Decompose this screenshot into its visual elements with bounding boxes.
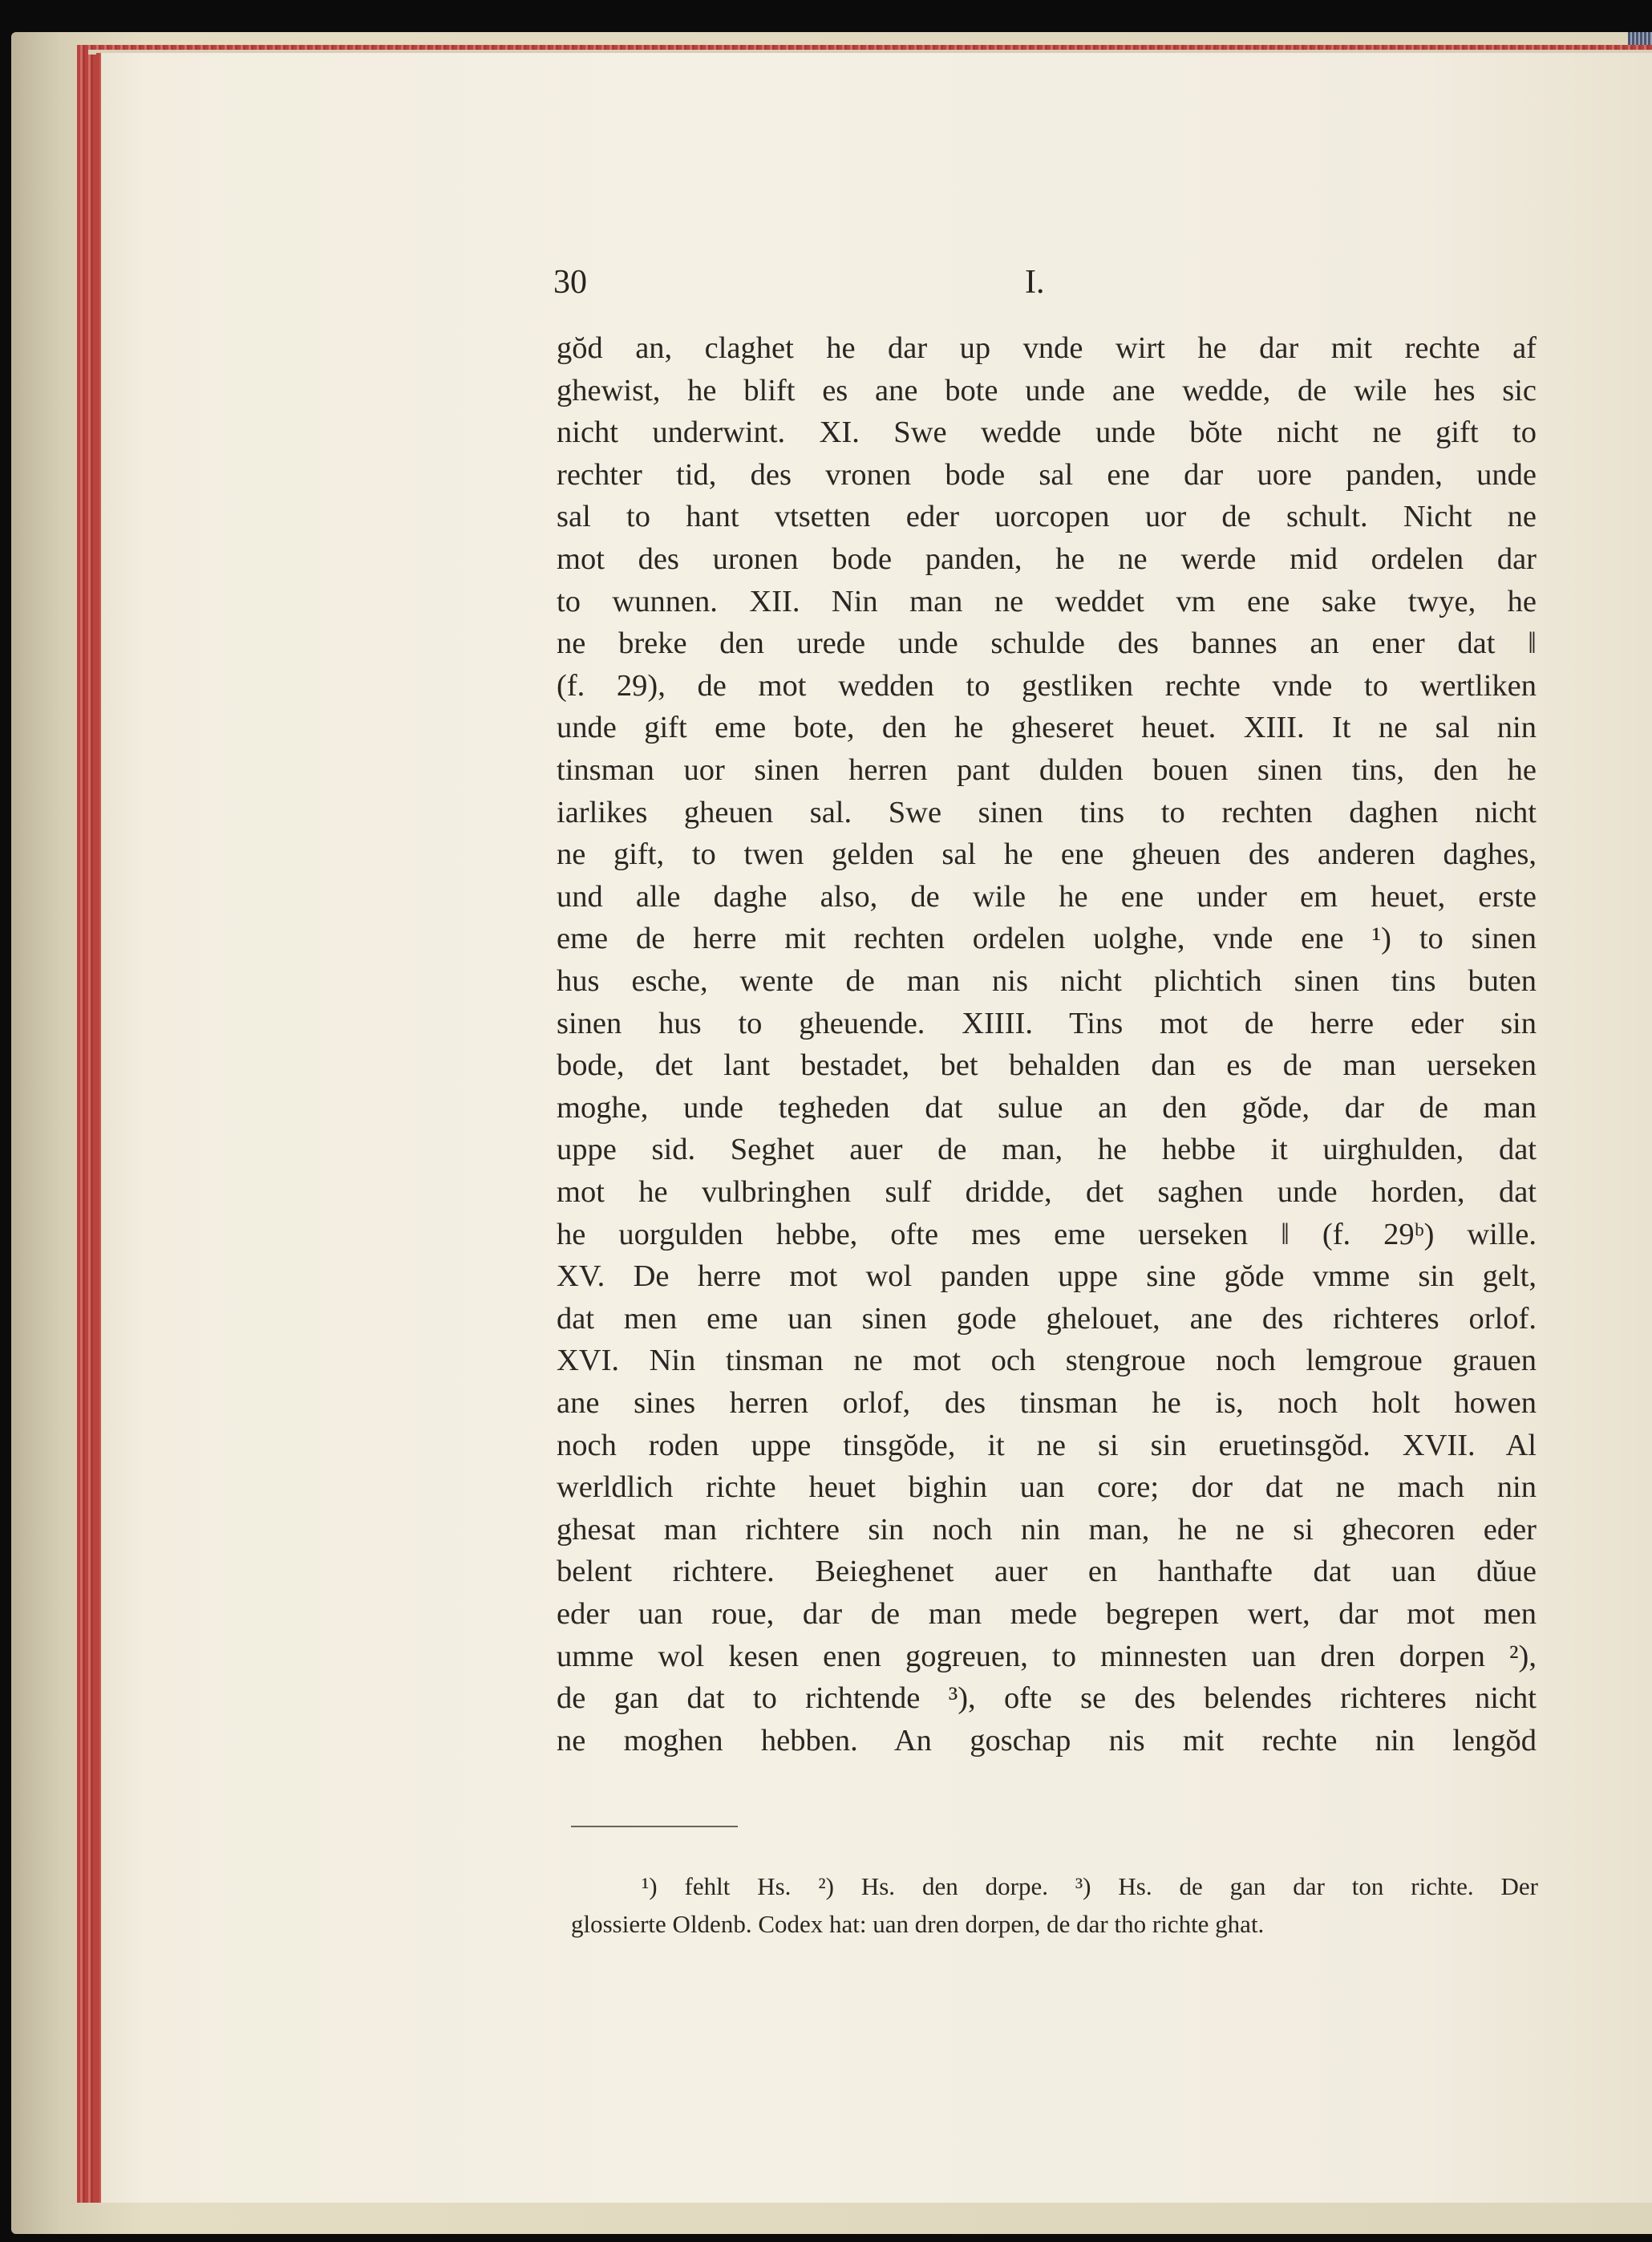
footnote-rule <box>571 1826 738 1827</box>
text-line: unde gift eme bote, den he gheseret heuet. XIII. It ne sal nin <box>557 711 1537 745</box>
text-line: dat men eme uan sinen gode ghelouet, ane des richteres orlof. <box>557 1301 1537 1336</box>
text-line: tinsman uor sinen herren pant dulden bouen sinen tins, den he <box>557 753 1537 787</box>
text-line: werldlich richte heuet bighin uan core; dor dat ne mach nin <box>557 1470 1537 1505</box>
footnote-line: ¹) fehlt Hs. ²) Hs. den dorpe. ³) Hs. de gan dar ton richte. Der <box>642 1872 1538 1900</box>
text-line: rechter tid, des vronen bode sal ene dar uore panden, unde <box>557 457 1537 492</box>
text-line: XV. De herre mot wol panden uppe sine gŏde vmme sin gelt, <box>557 1259 1537 1294</box>
text-line: moghe, unde tegheden dat sulue an den gŏde, dar de man <box>557 1090 1537 1125</box>
text-line: uppe sid. Seghet auer de man, he hebbe it uirghulden, dat <box>557 1133 1537 1167</box>
text-line: ghesat man richtere sin noch nin man, he ne si ghecoren eder <box>557 1512 1537 1547</box>
text-line: und alle daghe also, de wile he ene under em heuet, erste <box>557 879 1537 914</box>
text-line: ghewist, he blift es ane bote unde ane wedde, de wile hes sic <box>557 373 1537 407</box>
text-line: sal to hant vtsetten eder uorcopen uor de schult. Nicht ne <box>557 500 1537 534</box>
text-line: ne gift, to twen gelden sal he ene gheuen des anderen daghes, <box>557 837 1537 872</box>
footnote-line: glossierte Oldenb. Codex hat: uan dren dorpen, de dar tho richte ghat. <box>571 1910 1265 1938</box>
text-line: hus esche, wente de man nis nicht plichtich sinen tins buten <box>557 964 1537 998</box>
text-line: XVI. Nin tinsman ne mot och stengroue noch lemgroue grauen <box>557 1344 1537 1378</box>
page-number: 30 <box>553 264 587 301</box>
text-line: mot des uronen bode panden, he ne werde mid ordelen dar <box>557 542 1537 576</box>
text-line: mot he vulbringhen sulf dridde, det saghen unde horden, dat <box>557 1175 1537 1209</box>
part-numeral: I. <box>1025 264 1045 301</box>
text-line: belent richtere. Beieghenet auer en hanthafte dat uan dŭue <box>557 1555 1537 1589</box>
text-line: he uorgulden hebbe, ofte mes eme uerseken ‖ (f. 29ᵇ) wille. <box>557 1217 1537 1251</box>
text-line: gŏd an, claghet he dar up vnde wirt he dar mit rechte af <box>557 331 1537 365</box>
text-line: to wunnen. XII. Nin man ne weddet vm ene sake twye, he <box>557 584 1537 618</box>
text-line: ane sines herren orlof, des tinsman he is, noch holt howen <box>557 1386 1537 1420</box>
text-line: de gan dat to richtende ³), ofte se des belendes richteres nicht <box>557 1681 1537 1716</box>
text-line: ne breke den urede unde schulde des bannes an ener dat ‖ <box>557 626 1537 661</box>
text-line: noch roden uppe tinsgŏde, it ne si sin eruetinsgŏd. XVII. Al <box>557 1428 1537 1462</box>
text-line: eme de herre mit rechten ordelen uolghe, vnde ene ¹) to sinen <box>557 922 1537 956</box>
text-line: iarlikes gheuen sal. Swe sinen tins to rechten daghen nicht <box>557 795 1537 829</box>
text-line: (f. 29), de mot wedden to gestliken rechte vnde to wertliken <box>557 668 1537 703</box>
text-line: bode, det lant bestadet, bet behalden dan es de man uerseken <box>557 1048 1537 1083</box>
text-line: eder uan roue, dar de man mede begrepen wert, dar mot men <box>557 1597 1537 1631</box>
text-line: nicht underwint. XI. Swe wedde unde bŏte nicht ne gift to <box>557 416 1537 450</box>
text-line: sinen hus to gheuende. XIIII. Tins mot de herre eder sin <box>557 1006 1537 1040</box>
text-line: umme wol kesen enen gogreuen, to minnesten uan dren dorpen ²), <box>557 1639 1537 1673</box>
text-line: ne moghen hebben. An goschap nis mit rechte nin lengŏd <box>557 1723 1537 1758</box>
